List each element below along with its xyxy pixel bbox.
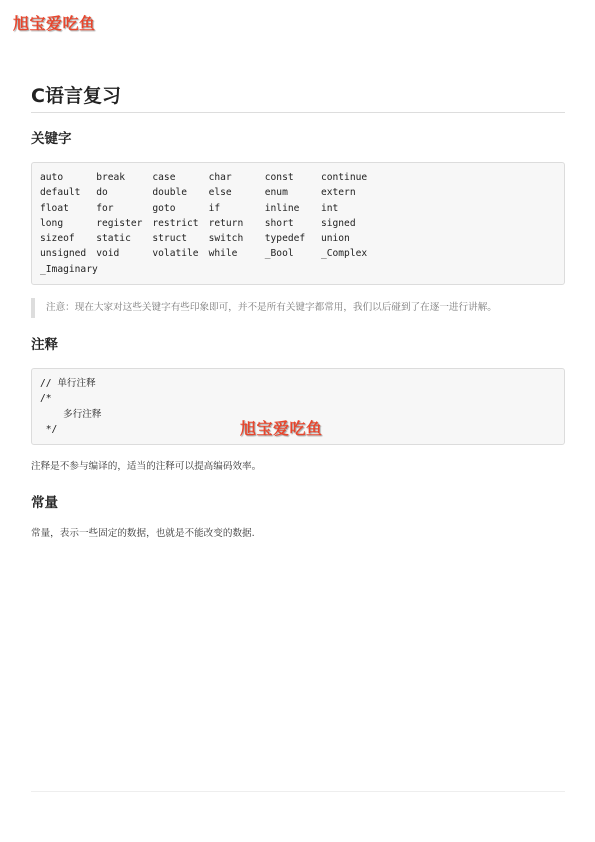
keyword-row [40, 201, 556, 216]
keyword: float [40, 202, 69, 214]
code-line: */ [40, 423, 58, 435]
keyword: default [40, 187, 81, 199]
document-body [31, 84, 565, 541]
code-line: 多行注释 [40, 408, 102, 420]
page-title: C语言复习 [31, 84, 565, 113]
keyword: _Bool [264, 248, 294, 260]
note-text: 注意：现在大家对这些关键字有些印象即可，并不是所有关键字都常用，我们以后碰到了在逐一进行讲解。 [46, 302, 497, 314]
page-footer-divider [31, 791, 565, 792]
keyword: extern [320, 187, 356, 199]
keywords-code-block [31, 162, 565, 285]
keyword-row [40, 185, 556, 200]
keyword: auto [40, 172, 64, 183]
keyword-row [40, 262, 556, 277]
keyword: goto [152, 202, 176, 214]
keyword: while [208, 248, 238, 260]
keyword: restrict [152, 217, 199, 229]
keyword-row [40, 170, 556, 185]
keyword: return [208, 217, 244, 229]
keyword: char [208, 172, 232, 183]
heading-constants: 常量 [31, 495, 58, 512]
keyword: short [264, 217, 294, 229]
keyword: for [96, 202, 114, 214]
keyword: else [208, 187, 232, 199]
keyword: const [264, 172, 294, 183]
keyword: register [96, 217, 143, 229]
keyword: struct [152, 233, 188, 245]
keyword: volatile [152, 248, 199, 260]
keyword: typedef [264, 233, 306, 245]
keyword: switch [208, 233, 244, 245]
keywords-note [31, 298, 565, 318]
keyword: double [152, 187, 188, 199]
keyword: int [320, 202, 339, 214]
keyword: _Imaginary [40, 263, 98, 275]
heading-keywords: 关键字 [31, 131, 72, 147]
keyword: continue [320, 172, 368, 183]
keyword: long [40, 217, 64, 229]
keyword: case [152, 172, 176, 183]
constants-paragraph: 常量，表示一些固定的数据，也就是不能改变的数据. [31, 528, 255, 540]
keyword: do [96, 187, 108, 199]
keyword: sizeof [40, 233, 75, 245]
code-line: /* [40, 393, 52, 405]
keyword-row [40, 246, 556, 261]
keyword: union [320, 233, 350, 245]
heading-comments: 注释 [31, 337, 58, 354]
keyword: _Complex [320, 248, 368, 260]
keyword-row [40, 216, 556, 231]
code-line: // 单行注释 [40, 378, 96, 390]
keyword-row [40, 231, 556, 246]
keyword: void [96, 248, 120, 260]
keyword: signed [320, 217, 356, 229]
keyword: inline [264, 202, 300, 214]
keyword: enum [264, 187, 288, 199]
watermark-logo: 旭宝爱吃鱼 [13, 14, 96, 33]
comments-paragraph: 注释是不参与编译的，适当的注释可以提高编码效率。 [31, 461, 262, 473]
keyword: static [96, 233, 131, 245]
keyword: unsigned [40, 248, 87, 260]
keyword: if [208, 202, 221, 214]
keyword: break [96, 172, 126, 183]
watermark-logo-center: 旭宝爱吃鱼 [240, 419, 323, 438]
